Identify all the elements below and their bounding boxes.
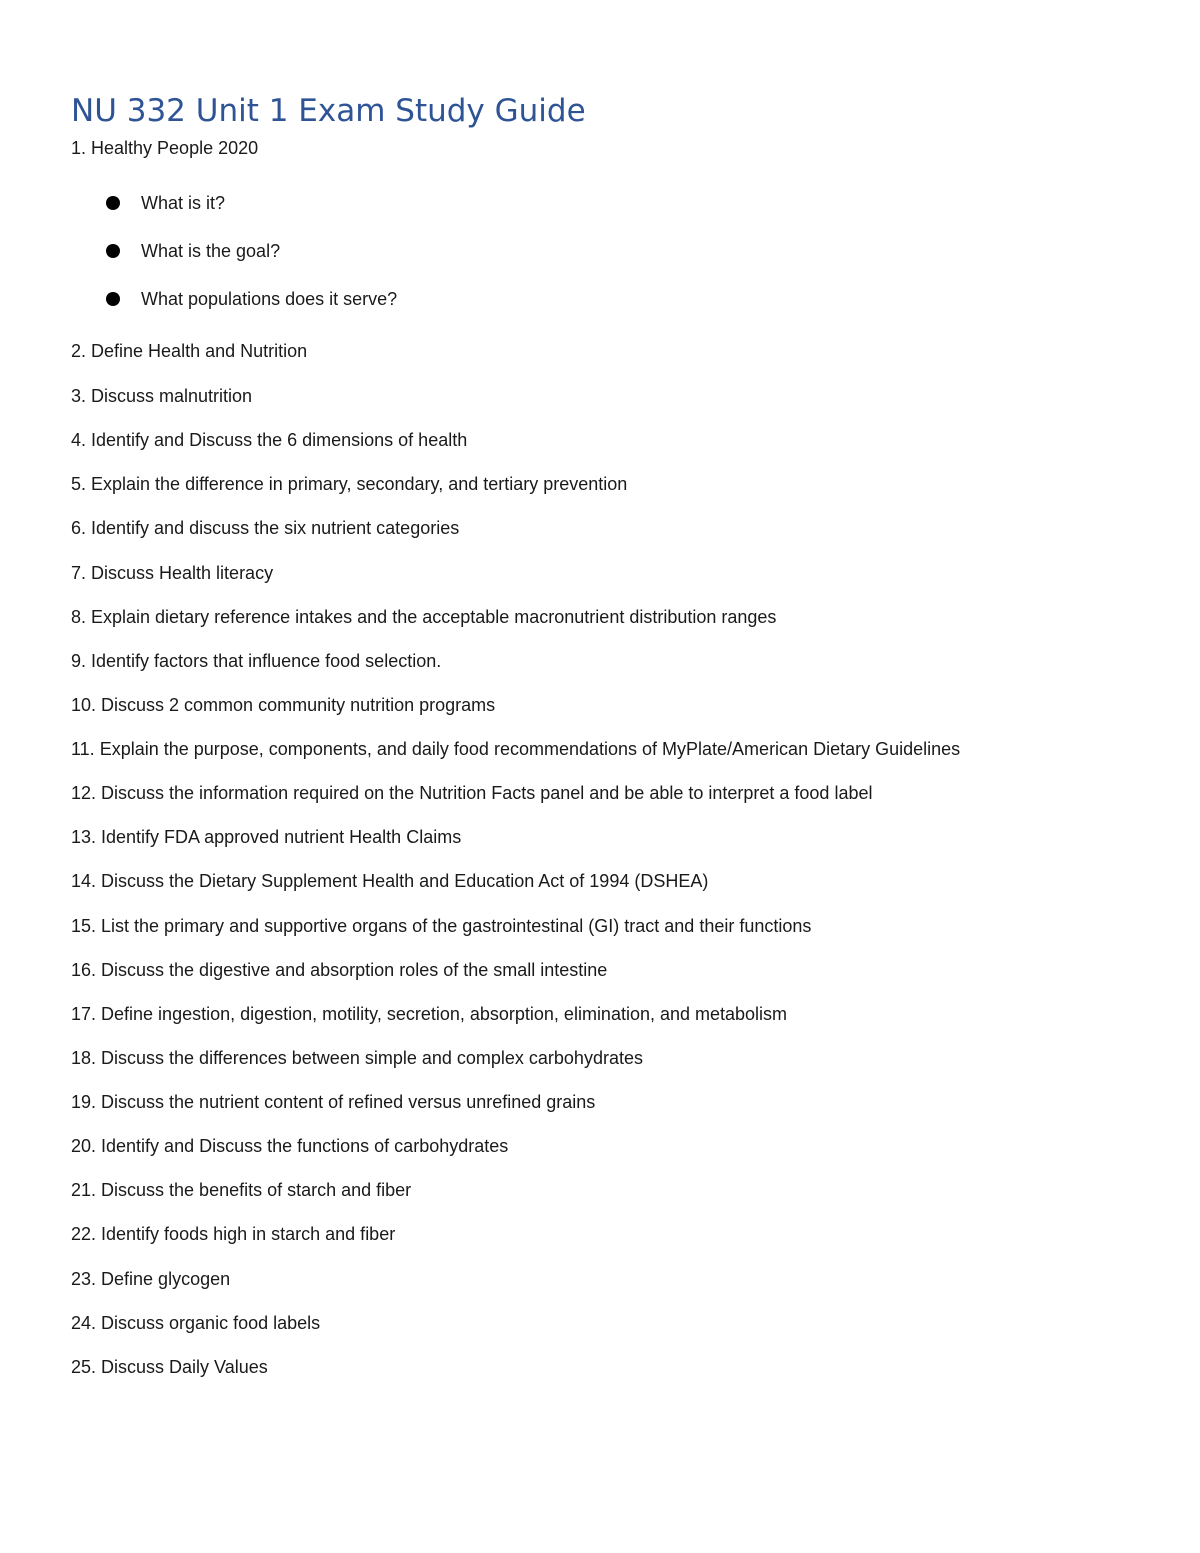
list-item-1: 1. Healthy People 2020 bbox=[71, 138, 259, 158]
sub-bullet-text: What is the goal? bbox=[141, 241, 281, 261]
list-item: 13. Identify FDA approved nutrient Health Claims bbox=[71, 827, 462, 847]
list-item: 8. Explain dietary reference intakes and the acceptable macronutrient distribution ranges bbox=[71, 607, 777, 627]
list-item: 22. Identify foods high in starch and fiber bbox=[71, 1224, 396, 1244]
list-item: 5. Explain the difference in primary, secondary, and tertiary prevention bbox=[71, 474, 628, 494]
sub-bullet-item bbox=[106, 191, 225, 215]
list-item: 14. Discuss the Dietary Supplement Health and Education Act of 1994 (DSHEA) bbox=[71, 871, 709, 891]
list-item: 24. Discuss organic food labels bbox=[71, 1313, 321, 1333]
list-item: 21. Discuss the benefits of starch and fiber bbox=[71, 1180, 412, 1200]
list-item: 6. Identify and discuss the six nutrient categories bbox=[71, 518, 460, 538]
bullet-dot-icon bbox=[106, 292, 120, 306]
sub-bullet-item bbox=[106, 287, 397, 311]
list-item: 7. Discuss Health literacy bbox=[71, 563, 274, 583]
list-item: 17. Define ingestion, digestion, motility, secretion, absorption, elimination, and metabolism bbox=[71, 1004, 788, 1024]
list-item: 20. Identify and Discuss the functions of carbohydrates bbox=[71, 1136, 509, 1156]
sub-bullet-text: What is it? bbox=[141, 193, 226, 213]
list-item: 15. List the primary and supportive organs of the gastrointestinal (GI) tract and their functions bbox=[71, 916, 812, 936]
bullet-dot-icon bbox=[106, 244, 120, 258]
list-item: 9. Identify factors that influence food selection. bbox=[71, 651, 442, 671]
list-item: 23. Define glycogen bbox=[71, 1269, 231, 1289]
document-title: NU 332 Unit 1 Exam Study Guide bbox=[71, 93, 586, 129]
list-item: 12. Discuss the information required on the Nutrition Facts panel and be able to interpret a food label bbox=[71, 783, 873, 803]
list-item: 19. Discuss the nutrient content of refined versus unrefined grains bbox=[71, 1092, 596, 1112]
list-item: 18. Discuss the differences between simple and complex carbohydrates bbox=[71, 1048, 643, 1068]
list-item: 16. Discuss the digestive and absorption roles of the small intestine bbox=[71, 960, 608, 980]
list-item: 3. Discuss malnutrition bbox=[71, 386, 253, 406]
bullet-dot-icon bbox=[106, 196, 120, 210]
list-item: 4. Identify and Discuss the 6 dimensions of health bbox=[71, 430, 468, 450]
sub-bullet-text: What populations does it serve? bbox=[141, 289, 398, 309]
list-item: 11. Explain the purpose, components, and daily food recommendations of MyPlate/American Dietary Guidelines bbox=[71, 739, 961, 759]
list-item: 25. Discuss Daily Values bbox=[71, 1357, 268, 1377]
list-item: 10. Discuss 2 common community nutrition programs bbox=[71, 695, 496, 715]
list-item: 2. Define Health and Nutrition bbox=[71, 341, 308, 361]
sub-bullet-item bbox=[106, 239, 280, 263]
